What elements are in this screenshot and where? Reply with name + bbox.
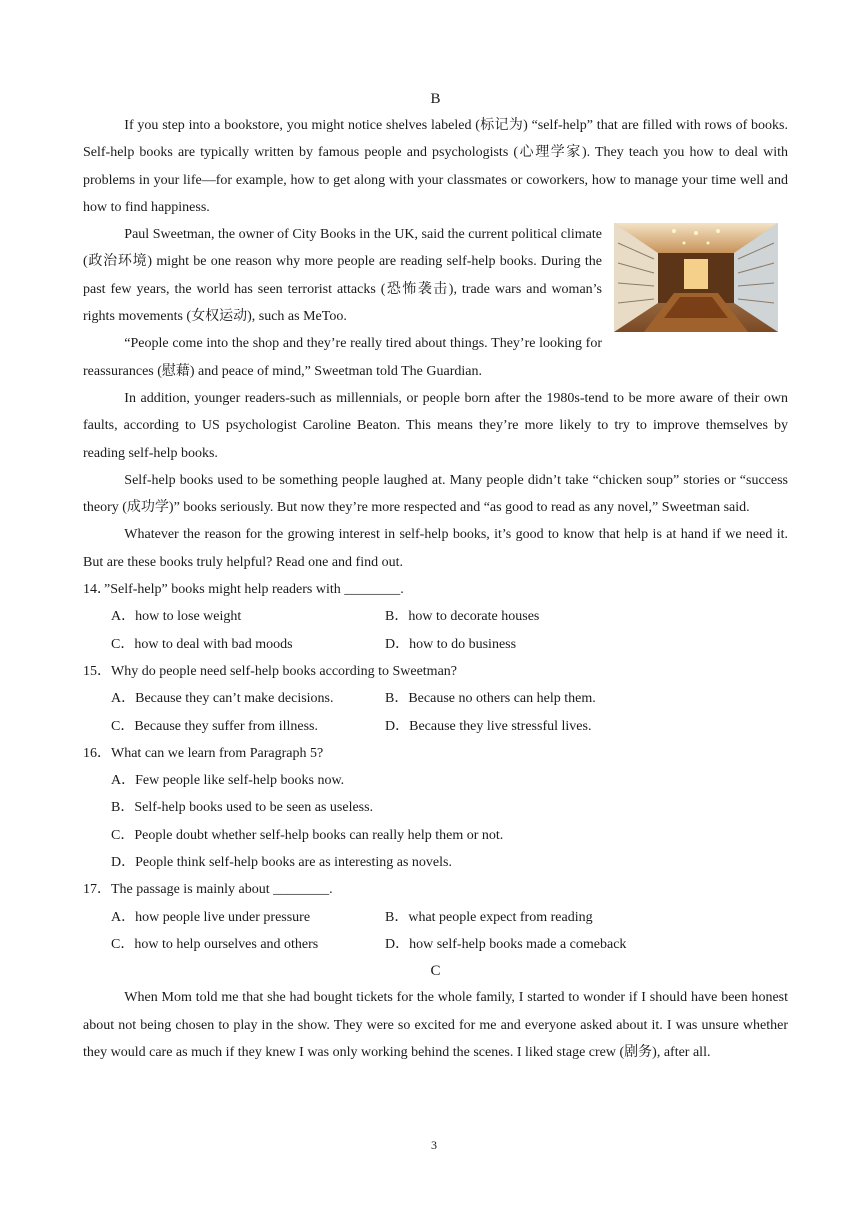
bookstore-interior-image bbox=[614, 223, 778, 332]
paragraph-4: In addition, younger readers-such as millennials, or people born after the 1980s-tend to be more aware of their own faults, according to US psychologist Caroline Beaton. This means they’re more likely to try to improve themselves by reading self-help books. bbox=[83, 390, 788, 461]
option-d: D．how to do business bbox=[385, 636, 517, 652]
question-16-stem: 16．What can we learn from Paragraph 5? bbox=[83, 745, 324, 761]
option-c: C．Because they suffer from illness. bbox=[111, 718, 318, 734]
option-b: B．Because no others can help them. bbox=[385, 691, 596, 707]
page-number: 3 bbox=[431, 1138, 437, 1152]
paragraph-6: Whatever the reason for the growing interest in self-help books, it’s good to know that help is at hand if we need it. But are these books truly helpful? Read one and find out. bbox=[83, 527, 788, 570]
paragraph-5: Self-help books used to be something people laughed at. Many people didn’t take “chicken soup” stories or “success theory (成功学)” books seriously. But now they’re more respected and “as good to read as any novel,” Sweetman said. bbox=[83, 472, 788, 516]
question-15-options-row-2 bbox=[83, 713, 788, 740]
option-d: D．People think self-help books are as interesting as novels. bbox=[111, 855, 452, 871]
question-17-options-row-2 bbox=[83, 931, 788, 958]
option-d: D．how self-help books made a comeback bbox=[385, 936, 627, 952]
option-d: D．Because they live stressful lives. bbox=[385, 718, 592, 734]
option-c: C．how to deal with bad moods bbox=[111, 636, 293, 652]
option-b: B．how to decorate houses bbox=[385, 609, 540, 625]
paragraph-2: Paul Sweetman, the owner of City Books in the UK, said the current political climate (政治环境) might be one reason why more people are reading self-help books. During the past few years, the world has seen terrorist attacks (恐怖袭击), trade wars and woman’s rights movements (女权运动), such as MeToo. bbox=[83, 227, 602, 325]
option-a: A．how people live under pressure bbox=[111, 909, 311, 925]
section-b-heading: B bbox=[430, 91, 441, 107]
bookstore-photo bbox=[614, 223, 778, 332]
paragraph-3: “People come into the shop and they’re really tired about things. They’re looking for reassurances (慰藉) and peace of mind,” Sweetman told The Guardian. bbox=[83, 336, 602, 379]
question-14-options-row-1 bbox=[83, 603, 788, 630]
question-17-options-row-1 bbox=[83, 904, 788, 931]
question-14-stem: 14．”Self-help” books might help readers with ________. bbox=[83, 582, 404, 598]
option-c: C．People doubt whether self-help books can really help them or not. bbox=[111, 827, 504, 843]
section-c-paragraph: When Mom told me that she had bought tickets for the whole family, I started to wonder if I should have been honest about not being chosen to play in the show. They were so excited for me and everyone asked about it. I was unsure whether they would care as much if they knew I was only working behind the scenes. I liked stage crew (剧务), after all. bbox=[83, 990, 788, 1060]
worksheet-page bbox=[83, 86, 788, 1066]
option-a: A．how to lose weight bbox=[111, 609, 242, 625]
question-17-stem: 17．The passage is mainly about ________. bbox=[83, 882, 333, 898]
section-c-heading: C bbox=[430, 963, 441, 980]
option-a: A．Because they can’t make decisions. bbox=[111, 691, 334, 707]
question-15-stem: 15．Why do people need self-help books according to Sweetman? bbox=[83, 663, 458, 679]
option-c: C．how to help ourselves and others bbox=[111, 936, 319, 952]
paragraph-1: If you step into a bookstore, you might notice shelves labeled (标记为) “self-help” that are filled with rows of books. Self-help books are typically written by famous people and psychologists (心理学家). They teach you how to deal with problems in your life—for example, how to get along with your classmates or coworkers, how to manage your time well and how to find happiness. bbox=[83, 118, 788, 215]
option-b: B．what people expect from reading bbox=[385, 909, 593, 925]
option-a: A．Few people like self-help books now. bbox=[111, 773, 345, 789]
question-15-options-row-1 bbox=[83, 685, 788, 712]
option-b: B．Self-help books used to be seen as useless. bbox=[111, 800, 374, 816]
question-14-options-row-2 bbox=[83, 631, 788, 658]
